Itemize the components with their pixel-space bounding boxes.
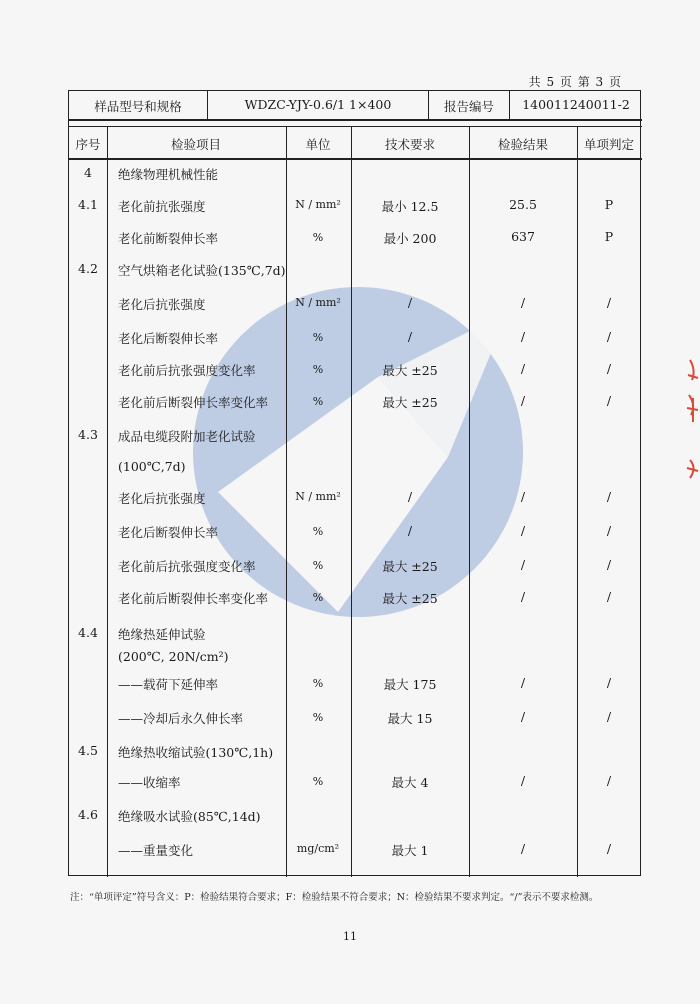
table-row-result: / [520, 489, 526, 504]
table-row-unit: % [312, 525, 324, 538]
table-row-unit: % [312, 559, 324, 572]
header-judge: 单项判定 [583, 137, 635, 152]
table-row-item: 老化后抗张强度 [118, 491, 206, 506]
page-info: 共 5 页 第 3 页 [528, 75, 622, 89]
table-row-requirement: 最大 175 [383, 677, 437, 692]
table-row-requirement: / [407, 489, 413, 504]
report-value: 140011240011-2 [522, 97, 630, 112]
table-row-item: ——冷却后永久伸长率 [118, 711, 244, 726]
table-row-item: ——载荷下延伸率 [118, 677, 219, 692]
table-row-result: / [520, 557, 526, 572]
table-row-item: 成品电缆段附加老化试验 [118, 429, 256, 444]
header-item: 检验项目 [170, 137, 222, 152]
table-row-judgement: / [606, 295, 612, 310]
table-row-item: 老化前后断裂伸长率变化率 [118, 395, 269, 410]
red-seal-edge [684, 350, 700, 490]
table-row-requirement: 最大 4 [391, 775, 429, 790]
inspection-table [68, 90, 641, 876]
col-divider [207, 91, 208, 119]
table-row-judgement: / [606, 709, 612, 724]
table-row-item: (100℃,7d) [118, 459, 186, 474]
table-row-unit: % [312, 775, 324, 788]
table-row-judgement: / [606, 361, 612, 376]
table-row-item: 绝缘吸水试验(85℃,14d) [118, 809, 261, 824]
table-row-item: 绝缘物理机械性能 [118, 167, 219, 182]
table-row-requirement: 最大 ±25 [382, 591, 438, 606]
table-row-item: 老化后断裂伸长率 [118, 525, 219, 540]
table-row-result: 25.5 [509, 197, 537, 212]
table-row-item: (200℃, 20N/cm²) [118, 649, 229, 664]
table-row-result: / [520, 589, 526, 604]
table-row-judgement: / [606, 773, 612, 788]
table-row-item: 老化后断裂伸长率 [118, 331, 219, 346]
table-row-judgement: / [606, 841, 612, 856]
table-row-judgement: / [606, 393, 612, 408]
col-divider [577, 126, 578, 877]
table-row-requirement: / [407, 523, 413, 538]
table-row-judgement: / [606, 329, 612, 344]
table-row-unit: N / mm² [295, 296, 341, 309]
table-row-seq: 4.2 [78, 261, 98, 276]
col-divider [107, 126, 108, 877]
table-row-item: 绝缘热延伸试验 [118, 627, 206, 642]
table-row-item: 老化前抗张强度 [118, 199, 206, 214]
table-row-requirement: / [407, 295, 413, 310]
table-row-item: 老化前后断裂伸长率变化率 [118, 591, 269, 606]
table-row-item: 老化前后抗张强度变化率 [118, 559, 256, 574]
table-row-judgement: / [606, 557, 612, 572]
table-row-unit: % [312, 711, 324, 724]
table-row-result: / [520, 393, 526, 408]
table-row-result: / [520, 841, 526, 856]
table-row-unit: % [312, 231, 324, 244]
page-number: 11 [343, 930, 357, 943]
table-row-item: ——收缩率 [118, 775, 181, 790]
table-row-result: / [520, 675, 526, 690]
table-row-result: / [520, 295, 526, 310]
table-row-judgement: / [606, 589, 612, 604]
table-row-seq: 4.1 [78, 197, 98, 212]
header-result: 检验结果 [497, 137, 549, 152]
table-row-item: 绝缘热收缩试验(130℃,1h) [118, 745, 274, 760]
row-divider [69, 119, 642, 121]
table-row-seq: 4.6 [78, 807, 98, 822]
table-row-result: / [520, 773, 526, 788]
col-divider [469, 126, 470, 877]
sample-label: 样品型号和规格 [94, 99, 182, 114]
table-row-requirement: / [407, 329, 413, 344]
table-row-requirement: 最小 200 [383, 231, 437, 246]
table-row-judgement: / [606, 489, 612, 504]
table-row-judgement: / [606, 523, 612, 538]
header-seq: 序号 [75, 137, 101, 152]
table-row-seq: 4.5 [78, 743, 98, 758]
table-row-requirement: 最大 ±25 [382, 363, 438, 378]
header-unit: 单位 [305, 137, 331, 152]
col-divider [428, 91, 429, 119]
report-label: 报告编号 [443, 99, 495, 114]
table-row-requirement: 最大 ±25 [382, 395, 438, 410]
table-row-requirement: 最小 12.5 [381, 199, 439, 214]
footnote: 注：“单项评定”符号含义：P：检验结果符合要求；F：检验结果不符合要求；N：检验结果不要求判定。“/”表示不要求检测。 [70, 892, 599, 903]
table-row-requirement: 最大 15 [387, 711, 433, 726]
table-row-result: / [520, 329, 526, 344]
table-row-result: / [520, 361, 526, 376]
table-row-seq: 4 [84, 165, 92, 180]
table-row-seq: 4.4 [78, 625, 98, 640]
sample-value: WDZC-YJY-0.6/1 1×400 [244, 97, 392, 112]
table-row-unit: % [312, 677, 324, 690]
table-row-unit: N / mm² [295, 490, 341, 503]
table-row-item: ——重量变化 [118, 843, 194, 858]
table-row-judgement: P [604, 229, 614, 244]
table-row-requirement: 最大 ±25 [382, 559, 438, 574]
table-row-unit: % [312, 331, 324, 344]
table-row-judgement: / [606, 675, 612, 690]
table-row-unit: % [312, 395, 324, 408]
table-row-item: 老化前断裂伸长率 [118, 231, 219, 246]
table-row-unit: N / mm² [295, 198, 341, 211]
table-row-unit: mg/cm² [296, 842, 340, 855]
col-divider [351, 126, 352, 877]
row-divider [69, 158, 642, 160]
table-row-item: 空气烘箱老化试验(135℃,7d) [118, 263, 286, 278]
row-divider [69, 126, 642, 127]
table-row-result: / [520, 523, 526, 538]
table-row-item: 老化后抗张强度 [118, 297, 206, 312]
table-row-requirement: 最大 1 [391, 843, 429, 858]
col-divider [509, 91, 510, 119]
col-divider [286, 126, 287, 877]
table-row-unit: % [312, 591, 324, 604]
header-req: 技术要求 [384, 137, 436, 152]
table-row-result: 637 [511, 229, 535, 244]
table-row-seq: 4.3 [78, 427, 98, 442]
table-row-judgement: P [604, 197, 614, 212]
table-row-result: / [520, 709, 526, 724]
table-row-item: 老化前后抗张强度变化率 [118, 363, 256, 378]
table-row-unit: % [312, 363, 324, 376]
